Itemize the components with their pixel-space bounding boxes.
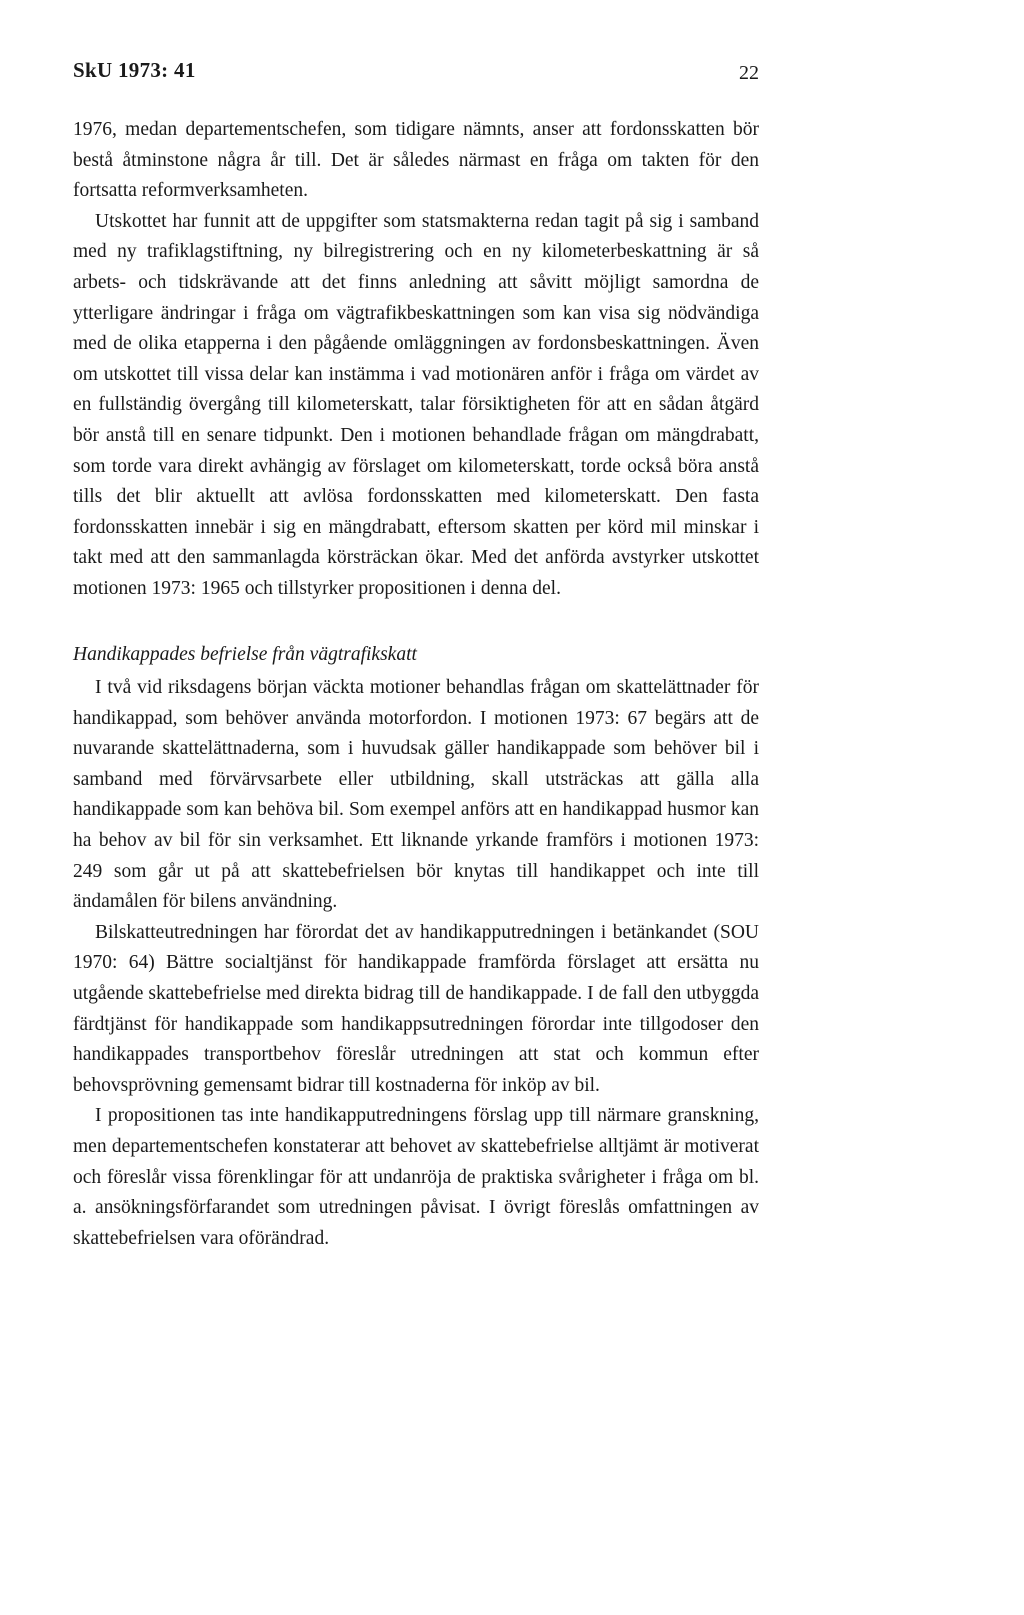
page-number: 22 [739, 62, 759, 84]
section-heading: Handikappades befrielse från vägtrafikskatt [73, 643, 417, 665]
document-body [73, 115, 759, 1254]
paragraph-continuation: 1976, medan departementschefen, som tidigare nämnts, anser att fordonsskatten bör bestå åtminstone några år till. Det är således närmast en fråga om takten för den fortsatta reformverksamheten. [73, 119, 759, 202]
paragraph-bilskatteutredningen: Bilskatteutredningen har förordat det av handikapputredningen i betänkandet (SOU 1970: 64) Bättre socialtjänst för handikappade framförda förslaget att ersätta nu utgående skattebefrielse med direkta bidrag till de handikappade. I de fall den utbyggda färdtjänst för handikappade som handikappsutredningen förordar inte tillgodoser den handikappades transportbehov föreslår utredningen att stat och kommun efter behovsprövning gemensamt bidrar till kostnaderna för inköp av bil. [73, 921, 759, 1096]
paragraph-propositionen: I propositionen tas inte handikapputredningens förslag upp till närmare granskning, men departementschefen konstaterar att behovet av skattebefrielse alltjämt är motiverat och föreslår vissa förenklingar för att undanröja de praktiska svårigheter i fråga om bl. a. ansökningsförfarandet som utredningen påvisat. I övrigt föreslås omfattningen av skattebefrielsen vara oförändrad. [73, 1105, 759, 1249]
page-header [73, 58, 759, 88]
paragraph-committee-assessment: Utskottet har funnit att de uppgifter som statsmakterna redan tagit på sig i samband med ny trafiklagstiftning, ny bilregistrering och en ny kilometerbeskattning är så arbets- och tidskrävande att det finns anledning att såvitt möjligt samordna de ytterligare ändringar i fråga om vägtrafikbeskattningen som kan visa sig nödvändiga med de olika etapperna i den pågående omläggningen av fordonsbeskattningen. Även om utskottet till vissa delar kan instämma i vad motionären anför i fråga om värdet av en fullständig övergång till kilometerskatt, talar försiktigheten för att en sådan åtgärd bör anstå till en senare tidpunkt. Den i motionen behandlade frågan om mängdrabatt, som torde vara direkt avhängig av förslaget om kilometerskatt, torde också böra anstå tills det blir aktuellt att avlösa fordonsskatten med kilometerskatt. Den fasta fordonsskatten innebär i sig en mängdrabatt, eftersom skatten per körd mil minskar i takt med att den sammanlagda körsträckan ökar. Med det anförda avstyrker utskottet motionen 1973: 1965 och tillstyrker propositionen i denna del. [73, 210, 759, 599]
paragraph-motions: I två vid riksdagens början väckta motioner behandlas frågan om skattelättnader för handikappad, som behöver använda motorfordon. I motionen 1973: 67 begärs att de nuvarande skattelättnaderna, som i huvudsak gäller handikappade som behöver bil i samband med förvärvsarbete eller utbildning, skall utsträckas att gälla alla handikappade som kan behöva bil. Som exempel anförs att en handikappad husmor kan ha behov av bil för sin verksamhet. Ett liknande yrkande framförs i motionen 1973: 249 som går ut på att skattebefrielsen bör knytas till handikappet och inte till ändamålen för bilens användning. [73, 677, 759, 913]
document-id: SkU 1973: 41 [73, 58, 196, 82]
